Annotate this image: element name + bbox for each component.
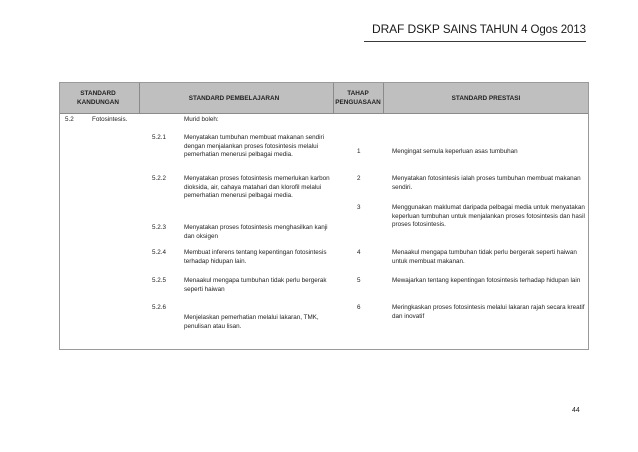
learning-text: Menjelaskan pemerhatian melalui lakaran, TMK, penulisan atau lisan. (184, 314, 319, 330)
learning-code: 5.2.5 (152, 277, 167, 284)
performance-level: 3 (357, 204, 361, 211)
performance-level: 2 (357, 175, 361, 182)
content-standard-title: Fotosintesis. (92, 116, 128, 123)
performance-text: Mewajarkan tentang kepentingan fotosintesis terhadap hidupan lain (392, 277, 581, 284)
col-header-tp-line1: TAHAP (347, 90, 369, 97)
performance-text: Meringkaskan proses fotosintesis melalui lakaran rajah secara kreatif dan inovatif (392, 304, 585, 320)
content-standard-code: 5.2 (65, 116, 74, 123)
header-suffix: SAINS TAHUN 4 Ogos 2013 (442, 24, 586, 36)
col-header-standard-kandungan (68, 89, 128, 107)
standards-table (59, 82, 589, 350)
col-header-sk-line1: STANDARD (80, 90, 116, 97)
learning-code: 5.2.1 (152, 134, 167, 141)
header-rule (364, 41, 586, 42)
learning-code: 5.2.2 (152, 175, 167, 182)
performance-level: 6 (357, 304, 361, 311)
learning-text: Membuat inferens tentang kepentingan fotosintesis terhadap hidupan lain. (184, 249, 327, 265)
learning-code: 5.2.4 (152, 249, 167, 256)
learning-code: 5.2.3 (152, 224, 167, 231)
col-header-standard-pembelajaran: STANDARD PEMBELAJARAN (188, 95, 280, 102)
learning-text: Menaakul mengapa tumbuhan tidak perlu bergerak seperti haiwan (184, 277, 327, 293)
document-header (372, 22, 586, 36)
col-divider (139, 83, 140, 113)
performance-text: Mengingat semula keperluan asas tumbuhan (392, 148, 518, 155)
col-header-tahap-penguasaan (334, 89, 382, 107)
performance-text: Menyatakan fotosintesis ialah proses tumbuhan membuat makanan sendiri. (392, 175, 581, 191)
performance-level: 1 (357, 148, 361, 155)
header-prefix: DRAF DSKP (372, 22, 440, 36)
col-header-standard-prestasi: STANDARD PRESTASI (451, 95, 521, 102)
col-header-tp-line2: PENGUASAAN (335, 99, 381, 106)
page-number: 44 (572, 407, 580, 414)
col-header-sk-line2: KANDUNGAN (77, 99, 119, 106)
learning-text: Menyatakan proses fotosintesis memerlukan karbon dioksida, air, cahaya matahari dan klorofil melalui pemerhatian menerusi pelbagai media. (184, 175, 330, 200)
performance-level: 5 (357, 277, 361, 284)
learning-text: Menyatakan proses fotosintesis menghasilkan kanji dan oksigen (184, 224, 328, 240)
performance-level: 4 (357, 249, 361, 256)
table-header-row (60, 83, 588, 114)
learning-text: Menyatakan tumbuhan membuat makanan sendiri dengan menjalankan proses fotosintesis melalui pemerhatian menerusi pelbagai media. (184, 134, 325, 159)
performance-text: Menaakul mengapa tumbuhan tidak perlu bergerak seperti haiwan untuk membuat makanan. (392, 249, 577, 265)
performance-text: Menggunakan maklumat daripada pelbagai media untuk menyatakan keperluan tumbuhan untuk menjalankan proses fotosintesis dan hasil proses fotosintesis. (392, 204, 585, 229)
learning-intro: Murid boleh: (184, 116, 219, 123)
learning-code: 5.2.6 (152, 304, 167, 311)
